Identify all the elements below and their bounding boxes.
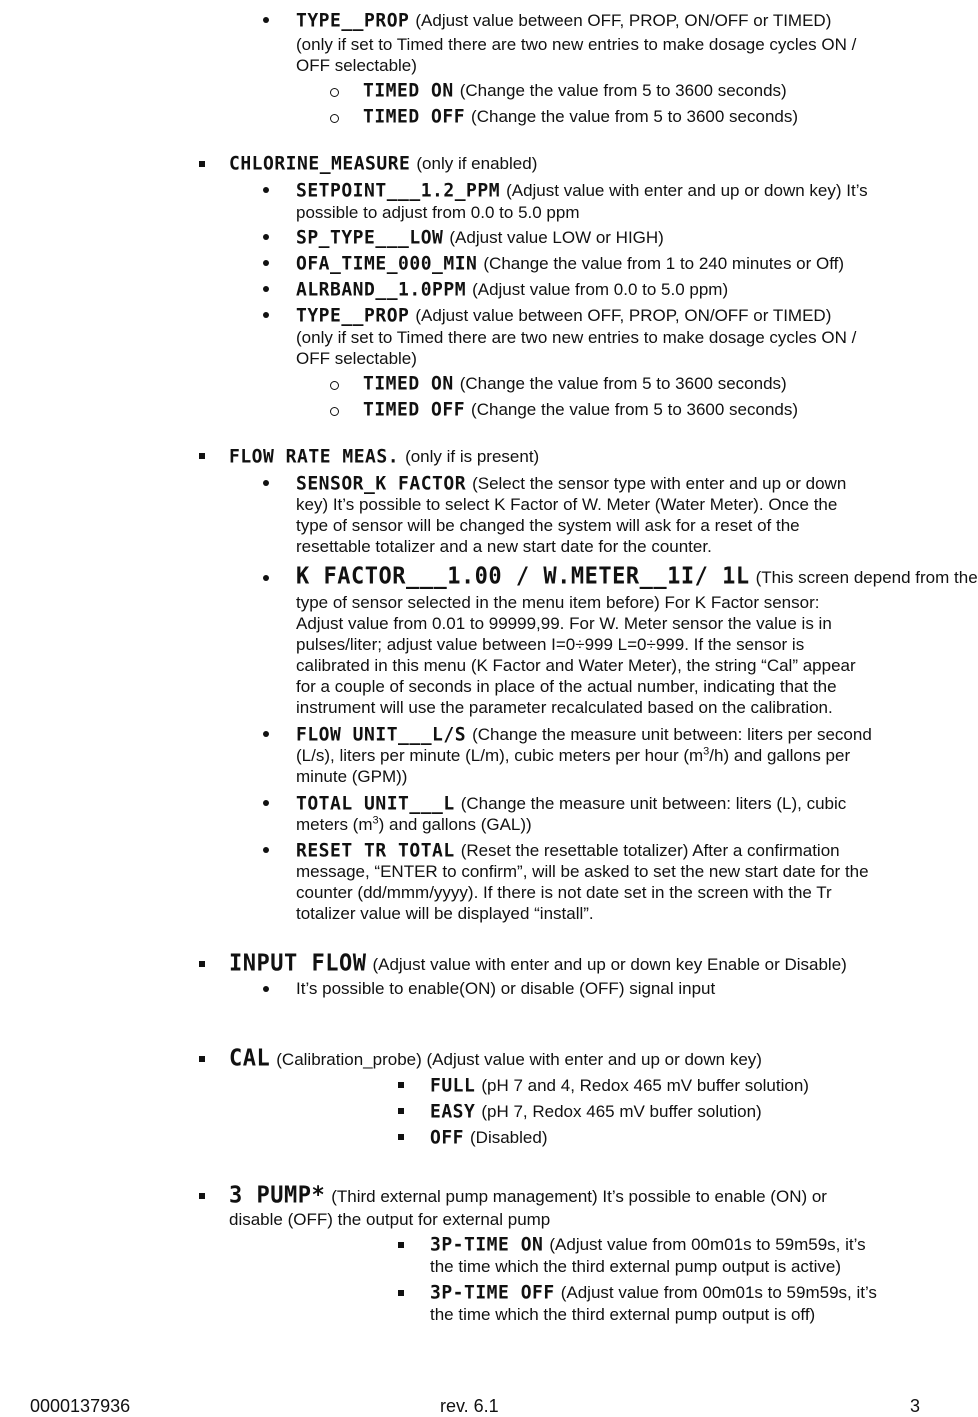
lcd-code: SENSOR_K FACTOR xyxy=(296,472,467,495)
bullet-dot xyxy=(263,286,269,292)
item-text: (Adjust value from 0.0 to 5.0 ppm) xyxy=(472,280,729,299)
bullet-circle xyxy=(330,88,339,97)
bullet-dot xyxy=(263,234,269,240)
list-item xyxy=(363,373,787,394)
item-text: (pH 7, Redox 465 mV buffer solution) xyxy=(481,1102,762,1121)
item-text: possible to adjust from 0.0 to 5.0 ppm xyxy=(296,203,580,222)
list-item xyxy=(296,10,831,31)
list-item xyxy=(430,1101,762,1122)
item-text: (Adjust value with enter and up or down key) It’s xyxy=(506,181,868,200)
item-text: type of sensor selected in the menu item before) For K Factor sensor: xyxy=(296,593,820,612)
bullet-dot xyxy=(263,312,269,318)
lcd-code: CAL xyxy=(229,1045,271,1072)
item-text: (Change the value from 5 to 3600 seconds) xyxy=(471,107,799,126)
list-item xyxy=(296,227,664,248)
lcd-code: FULL xyxy=(430,1074,476,1097)
bullet-square xyxy=(398,1108,404,1114)
list-item xyxy=(296,305,831,326)
item-text: meters (m xyxy=(296,815,373,834)
bullet-square xyxy=(398,1134,404,1140)
bullet-circle xyxy=(330,381,339,390)
list-item xyxy=(430,1282,877,1303)
lcd-code: EASY xyxy=(430,1100,476,1123)
item-text: (Change the value from 5 to 3600 seconds) xyxy=(471,400,799,419)
item-text xyxy=(296,745,850,766)
list-item xyxy=(363,80,787,101)
item-text: (Third external pump management) It’s possible to enable (ON) or xyxy=(331,1187,827,1206)
item-text: (only if is present) xyxy=(405,447,540,466)
list-item xyxy=(430,1234,866,1255)
bullet-square xyxy=(199,1056,205,1062)
bullet-square xyxy=(199,161,205,167)
lcd-code: TIMED OFF xyxy=(363,105,466,128)
lcd-code: TOTAL UNIT___L xyxy=(296,792,455,815)
item-text xyxy=(296,814,532,835)
item-text: (Change the measure unit between: liters (L), cubic xyxy=(460,794,847,813)
item-text: pulses/liter; adjust value between I=0÷999 L=0÷999. If the sensor is xyxy=(296,635,805,654)
item-text: Adjust value from 0.01 to 99999,99. For W. Meter sensor the value is in xyxy=(296,614,832,633)
lcd-code: ALRBAND__1.0PPM xyxy=(296,278,467,301)
superscript: 3 xyxy=(372,814,379,827)
item-text: /h) and gallons per xyxy=(709,746,851,765)
lcd-code: FLOW UNIT___L/S xyxy=(296,723,467,746)
item-text: minute (GPM)) xyxy=(296,767,408,786)
list-item xyxy=(430,1075,809,1096)
lcd-code: RESET TR TOTAL xyxy=(296,839,455,862)
item-text: (L/s), liters per minute (L/m), cubic meters per hour (m xyxy=(296,746,704,765)
item-text: calibrated in this menu (K Factor and Water Meter), the string “Cal” appear xyxy=(296,656,856,675)
item-text: disable (OFF) the output for external pump xyxy=(229,1210,551,1229)
lcd-code: OFA_TIME_000_MIN xyxy=(296,252,478,275)
item-text: (Select the sensor type with enter and up or down xyxy=(472,474,847,493)
item-text: key) It’s possible to select K Factor of W. Meter (Water Meter). Once the xyxy=(296,495,838,514)
list-item xyxy=(430,1127,548,1148)
item-text: (Disabled) xyxy=(470,1128,548,1147)
bullet-circle xyxy=(330,407,339,416)
bullet-dot xyxy=(263,575,269,581)
list-item xyxy=(296,793,846,814)
item-text: instrument will use the parameter recalculated based on the calibration. xyxy=(296,698,833,717)
item-text: (Adjust value between OFF, PROP, ON/OFF or TIMED) xyxy=(415,306,832,325)
section-heading xyxy=(229,1182,827,1209)
item-text: OFF selectable) xyxy=(296,349,417,368)
bullet-dot xyxy=(263,480,269,486)
bullet-square xyxy=(398,1082,404,1088)
lcd-code: 3 PUMP* xyxy=(229,1182,326,1209)
list-item xyxy=(296,473,846,494)
list-item xyxy=(363,399,798,420)
lcd-code: TIMED OFF xyxy=(363,398,466,421)
item-text: (Adjust value LOW or HIGH) xyxy=(449,228,664,247)
item-text: resettable totalizer and a new start date for the counter. xyxy=(296,537,712,556)
item-text: ) and gallons (GAL)) xyxy=(378,815,532,834)
lcd-code: TIMED ON xyxy=(363,79,454,102)
bullet-dot xyxy=(263,986,269,992)
lcd-code: SP_TYPE___LOW xyxy=(296,226,444,249)
item-text: (Adjust value with enter and up or down key Enable or Disable) xyxy=(372,955,847,974)
revision: rev. 6.1 xyxy=(440,1396,499,1416)
bullet-dot xyxy=(263,17,269,23)
list-item xyxy=(296,279,728,300)
bullet-dot xyxy=(263,260,269,266)
item-text: (Change the value from 1 to 240 minutes or Off) xyxy=(483,254,845,273)
lcd-code: 3P-TIME OFF xyxy=(430,1281,555,1304)
lcd-code: FLOW RATE MEAS. xyxy=(229,445,400,468)
list-item xyxy=(296,253,844,274)
item-text: the time which the third external pump output is active) xyxy=(430,1257,842,1276)
item-text: (Reset the resettable totalizer) After a confirmation xyxy=(460,841,840,860)
section-heading xyxy=(229,153,537,174)
doc-number: 0000137936 xyxy=(30,1396,131,1416)
bullet-dot xyxy=(263,847,269,853)
lcd-code: OFF xyxy=(430,1126,465,1149)
bullet-square xyxy=(199,961,205,967)
bullet-square xyxy=(199,453,205,459)
section-heading xyxy=(229,1045,762,1072)
bullet-square xyxy=(398,1290,404,1296)
list-item xyxy=(296,840,840,861)
item-text: (Calibration_probe) (Adjust value with enter and up or down key) xyxy=(276,1050,762,1069)
bullet-square xyxy=(398,1242,404,1248)
item-text: OFF selectable) xyxy=(296,56,417,75)
item-text: type of sensor will be changed the system will ask for a reset of the xyxy=(296,516,800,535)
page-number: 3 xyxy=(910,1396,921,1416)
lcd-code: 3P-TIME ON xyxy=(430,1233,544,1256)
item-text: (Change the measure unit between: liters per second xyxy=(472,725,872,744)
item-text: (only if set to Timed there are two new entries to make dosage cycles ON / xyxy=(296,35,857,54)
list-item xyxy=(296,724,872,745)
lcd-code: TYPE__PROP xyxy=(296,9,410,32)
list-item xyxy=(363,106,798,127)
bullet-dot xyxy=(263,187,269,193)
item-text: (only if enabled) xyxy=(416,154,538,173)
item-text: counter (dd/mmm/yyyy). If there is not date set in the screen with the Tr xyxy=(296,883,832,902)
item-text: totalizer value will be displayed “install”. xyxy=(296,904,594,923)
item-text: (only if set to Timed there are two new entries to make dosage cycles ON / xyxy=(296,328,857,347)
superscript: 3 xyxy=(703,745,710,758)
lcd-code: CHLORINE_MEASURE xyxy=(229,152,411,175)
item-text: the time which the third external pump output is off) xyxy=(430,1305,816,1324)
item-text: (Adjust value from 00m01s to 59m59s, it’s xyxy=(560,1283,877,1302)
list-item: It’s possible to enable(ON) or disable (OFF) signal input xyxy=(296,979,716,998)
lcd-code: TIMED ON xyxy=(363,372,454,395)
lcd-code: TYPE__PROP xyxy=(296,304,410,327)
item-text: (Change the value from 5 to 3600 seconds) xyxy=(459,81,787,100)
bullet-dot xyxy=(263,731,269,737)
item-text: message, “ENTER to confirm”, will be asked to set the new start date for the xyxy=(296,862,869,881)
lcd-code: INPUT FLOW xyxy=(229,950,367,977)
item-text: (Change the value from 5 to 3600 seconds) xyxy=(459,374,787,393)
list-item xyxy=(296,180,868,201)
bullet-dot xyxy=(263,800,269,806)
list-item xyxy=(296,563,978,590)
item-text: (Adjust value between OFF, PROP, ON/OFF or TIMED) xyxy=(415,11,832,30)
section-heading xyxy=(229,446,539,467)
item-text: (Adjust value from 00m01s to 59m59s, it’s xyxy=(549,1235,866,1254)
item-text: (pH 7 and 4, Redox 465 mV buffer solution) xyxy=(481,1076,809,1095)
item-text: (This screen depend from the xyxy=(755,568,978,587)
bullet-square xyxy=(199,1193,205,1199)
lcd-code: SETPOINT___1.2_PPM xyxy=(296,179,501,202)
lcd-code: K FACTOR___1.00 / W.METER__1I/ 1L xyxy=(296,563,750,590)
section-heading xyxy=(229,950,847,977)
item-text: for a couple of seconds in place of the actual number, indicating that the xyxy=(296,677,837,696)
bullet-circle xyxy=(330,114,339,123)
